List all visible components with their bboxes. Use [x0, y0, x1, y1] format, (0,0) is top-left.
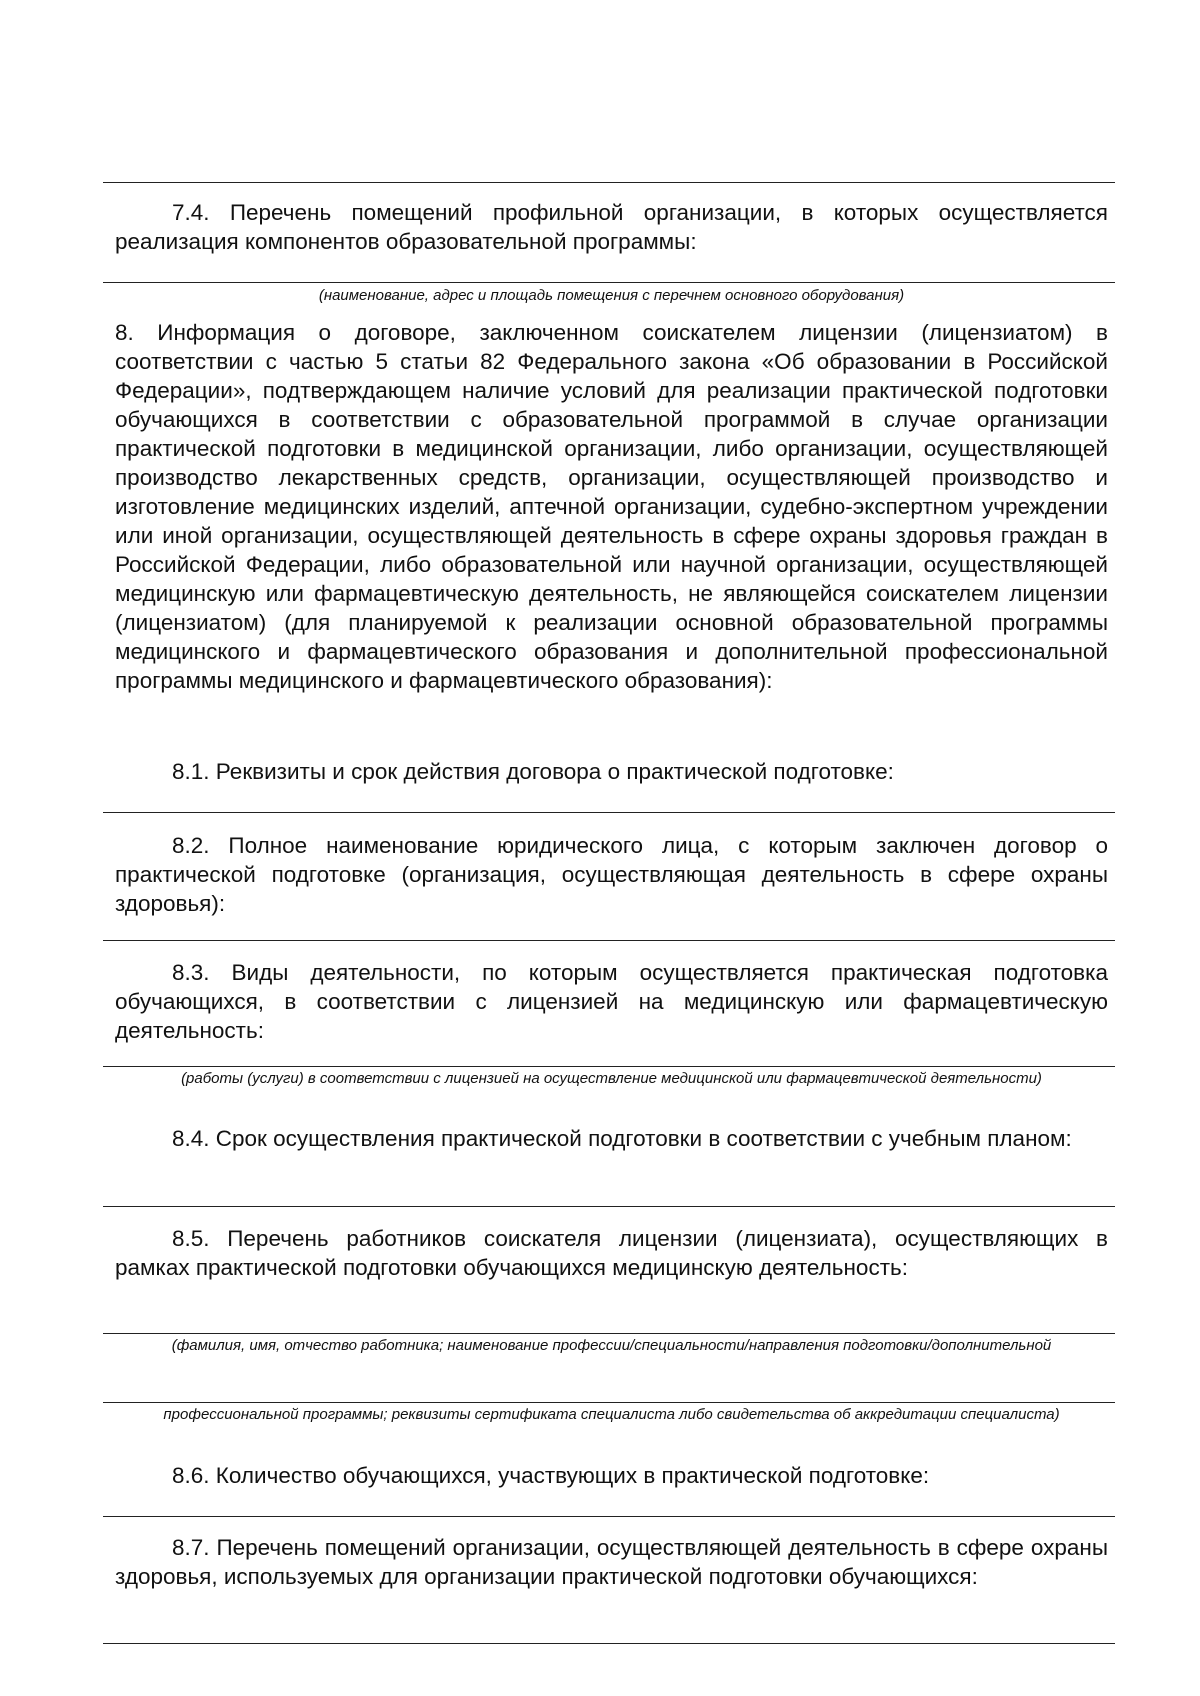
section-8-3-caption: (работы (услуги) в соответствии с лицензией на осуществление медицинской или фармацевтической деятельности) [181, 1070, 1042, 1087]
fill-line [103, 812, 1115, 813]
section-8-1-text: 8.1. Реквизиты и срок действия договора о практической подготовке: [172, 759, 894, 784]
fill-line [103, 1206, 1115, 1207]
section-8-5-text: 8.5. Перечень работников соискателя лицензии (лицензиата), осуществляющих в рамках практической подготовки обучающихся медицинскую деятельность: [115, 1226, 1108, 1280]
section-7-4-text: 7.4. Перечень помещений профильной организации, в которых осуществляется реализация компонентов образовательной программы: [115, 200, 1108, 254]
fill-line [103, 182, 1115, 183]
section-8-7-text: 8.7. Перечень помещений организации, осуществляющей деятельность в сфере охраны здоровья, используемых для организации практической подготовки обучающихся: [115, 1535, 1108, 1589]
fill-line [103, 282, 1115, 283]
section-8-5-caption-2: профессиональной программы; реквизиты сертификата специалиста либо свидетельства об аккредитации специалиста) [163, 1406, 1060, 1423]
fill-line [103, 1643, 1115, 1644]
fill-line [103, 1516, 1115, 1517]
fill-line [103, 1333, 1115, 1334]
section-8-4-text: 8.4. Срок осуществления практической подготовки в соответствии с учебным планом: [172, 1126, 1072, 1151]
section-8-3-text: 8.3. Виды деятельности, по которым осуществляется практическая подготовка обучающихся, в соответствии с лицензией на медицинскую или фармацевтическую деятельность: [115, 960, 1108, 1043]
section-8-5-caption-1: (фамилия, имя, отчество работника; наименование профессии/специальности/направления подготовки/дополнительной [171, 1337, 1052, 1354]
section-8-6-text: 8.6. Количество обучающихся, участвующих в практической подготовке: [172, 1463, 930, 1488]
section-8-text: 8. Информация о договоре, заключенном соискателем лицензии (лицензиатом) в соответствии с частью 5 статьи 82 Федерального закона «Об образовании в Российской Федерации», подтверждающем наличие условий для реализации практической подготовки обучающихся в соответствии с образовательной программой в случае организации практической подготовки в медицинской организации, либо организации, осуществляющей производство лекарственных средств, организации, осуществляющей производство и изготовление медицинских изделий, аптечной организации, судебно-экспертном учреждении или иной организации, осуществляющей деятельность в сфере охраны здоровья граждан в Российской Федерации, либо образовательной или научной организации, осуществляющей медицинскую или фармацевтическую деятельность, не являющейся соискателем лицензии (лицензиатом) (для планируемой к реализации основной образовательной программы медицинского и фармацевтического образования и дополнительной профессиональной программы медицинского и фармацевтического образования): [115, 320, 1108, 693]
fill-line [103, 1402, 1115, 1403]
section-8-2-text: 8.2. Полное наименование юридического лица, с которым заключен договор о практической подготовке (организация, осуществляющая деятельность в сфере охраны здоровья): [115, 833, 1108, 916]
section-7-4-caption: (наименование, адрес и площадь помещения с перечнем основного оборудования) [318, 287, 905, 304]
fill-line [103, 1066, 1115, 1067]
fill-line [103, 940, 1115, 941]
